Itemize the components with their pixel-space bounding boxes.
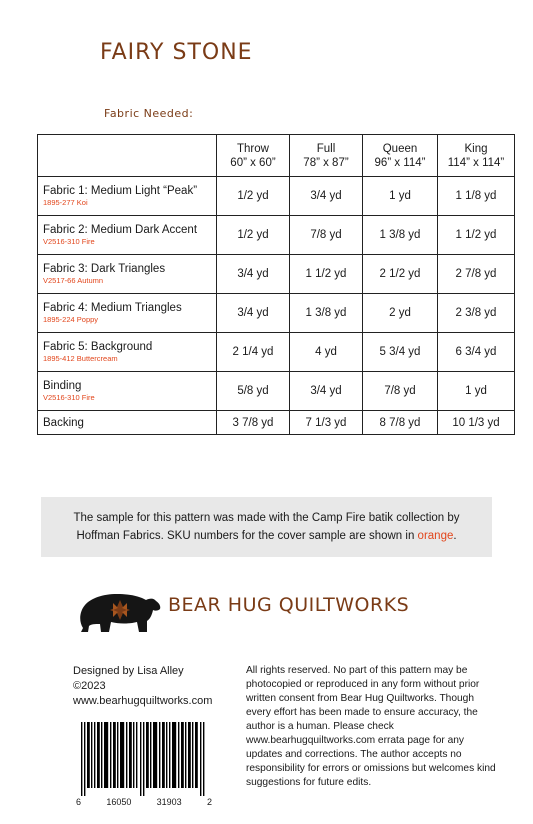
- yardage-cell: 1 1/2 yd: [438, 216, 515, 255]
- table-row: [38, 255, 515, 294]
- yardage-cell: 5/8 yd: [217, 372, 290, 411]
- yardage-cell: 3/4 yd: [217, 294, 290, 333]
- fabric-sku: V2517-66 Autumn: [43, 276, 104, 285]
- yardage-cell: 2 1/2 yd: [363, 255, 438, 294]
- fabric-needed-heading: Fabric Needed:: [104, 107, 194, 120]
- yardage-cell: 2 1/4 yd: [217, 333, 290, 372]
- column-header-full: [290, 135, 363, 177]
- fabric-sku: 1895-224 Poppy: [43, 315, 99, 324]
- yardage-cell: 1/2 yd: [217, 177, 290, 216]
- barcode: [76, 722, 212, 812]
- barcode-numbers: [76, 797, 212, 807]
- yardage-cell: 1 1/2 yd: [290, 255, 363, 294]
- yardage-cell: 4 yd: [290, 333, 363, 372]
- barcode-digit: 2: [206, 797, 212, 807]
- designer-name: Designed by Lisa Alley: [73, 665, 184, 677]
- table-row: [38, 411, 515, 435]
- yardage-cell: 1 yd: [363, 177, 438, 216]
- barcode-digit: 6: [76, 797, 82, 807]
- yardage-cell: 1/2 yd: [217, 216, 290, 255]
- table-row: [38, 372, 515, 411]
- fabric-name-cell: [38, 177, 217, 216]
- yardage-cell: 1 1/8 yd: [438, 177, 515, 216]
- bear-logo-icon: [73, 588, 163, 638]
- yardage-cell: 7/8 yd: [363, 372, 438, 411]
- column-header-king: [438, 135, 515, 177]
- sample-note-box: [41, 497, 492, 557]
- barcode-image: [81, 722, 207, 796]
- fabric-name: Fabric 5: Background: [43, 341, 153, 353]
- yardage-cell: 8 7/8 yd: [363, 411, 438, 435]
- fabric-sku: V2516-310 Fire: [43, 393, 95, 402]
- fabric-sku: V2516-310 Fire: [43, 237, 95, 246]
- yardage-cell: 2 7/8 yd: [438, 255, 515, 294]
- barcode-digit: 31903: [156, 797, 182, 807]
- column-label: Full: [316, 142, 336, 155]
- note-end: .: [453, 530, 457, 542]
- fabric-sku: 1895-277 Koi: [43, 198, 88, 207]
- table-row: [38, 177, 515, 216]
- fabric-name: Binding: [43, 380, 82, 392]
- copyright-year: ©2023: [73, 680, 106, 692]
- yardage-cell: 5 3/4 yd: [363, 333, 438, 372]
- note-highlight: orange: [417, 530, 454, 542]
- website-link[interactable]: www.bearhugquiltworks.com: [73, 695, 213, 707]
- column-size: 60” x 60”: [230, 156, 276, 169]
- fabric-name: Backing: [43, 416, 84, 429]
- yardage-cell: 2 yd: [363, 294, 438, 333]
- fabric-name-cell: [38, 333, 217, 372]
- fabric-name: Fabric 4: Medium Triangles: [43, 302, 182, 314]
- brand-name: BEAR HUG QUILTWORKS: [168, 594, 410, 616]
- yardage-cell: 10 1/3 yd: [438, 411, 515, 435]
- fabric-name: Fabric 2: Medium Dark Accent: [43, 224, 198, 236]
- table-header-row: [38, 135, 515, 177]
- column-label: Throw: [237, 142, 269, 155]
- designer-info: [73, 664, 212, 709]
- barcode-digit: 16050: [106, 797, 132, 807]
- fabric-name-cell: [38, 411, 217, 435]
- yardage-cell: 3/4 yd: [290, 177, 363, 216]
- column-size: 78” x 87”: [303, 156, 349, 169]
- table-row: [38, 216, 515, 255]
- fabric-name-cell: [38, 294, 217, 333]
- sample-note-text: [52, 509, 482, 545]
- fabric-name: Fabric 3: Dark Triangles: [43, 263, 166, 275]
- yardage-cell: 7 1/3 yd: [290, 411, 363, 435]
- fabric-name-cell: [38, 372, 217, 411]
- column-size: 114” x 114”: [447, 156, 505, 169]
- yardage-cell: 1 3/8 yd: [290, 294, 363, 333]
- yardage-cell: 3/4 yd: [290, 372, 363, 411]
- table-row: [38, 333, 515, 372]
- fabric-table: [37, 134, 515, 435]
- fabric-name-cell: [38, 216, 217, 255]
- yardage-cell: 6 3/4 yd: [438, 333, 515, 372]
- column-label: Queen: [382, 142, 418, 155]
- yardage-cell: 7/8 yd: [290, 216, 363, 255]
- column-label: King: [464, 142, 488, 155]
- rights-notice: All rights reserved. No part of this pattern may be photocopied or reproduced in any form without prior written consent from Bear Hug Quiltworks. Though every effort has been made to ensure accuracy, the author is a human. Please check www.bearhugquiltworks.com errata page for any updates and corrections. The author accepts no responsibility for errors or omissions but welcomes kind suggestions for future edits.: [246, 665, 496, 788]
- column-size: 96” x 114”: [374, 156, 426, 169]
- page-title: FAIRY STONE: [100, 40, 253, 65]
- fabric-name: Fabric 1: Medium Light “Peak”: [43, 185, 198, 197]
- yardage-cell: 1 yd: [438, 372, 515, 411]
- yardage-cell: 2 3/8 yd: [438, 294, 515, 333]
- yardage-cell: 3/4 yd: [217, 255, 290, 294]
- table-row: [38, 294, 515, 333]
- fabric-name-cell: [38, 255, 217, 294]
- note-text: The sample for this pattern was made with the Camp Fire batik collection by Hoffman Fabrics. SKU numbers for the cover sample are shown in: [73, 512, 460, 542]
- yardage-cell: 1 3/8 yd: [363, 216, 438, 255]
- table-corner-cell: [38, 135, 217, 177]
- yardage-cell: 3 7/8 yd: [217, 411, 290, 435]
- column-header-queen: [363, 135, 438, 177]
- fabric-sku: 1895-412 Buttercream: [43, 354, 118, 363]
- column-header-throw: [217, 135, 290, 177]
